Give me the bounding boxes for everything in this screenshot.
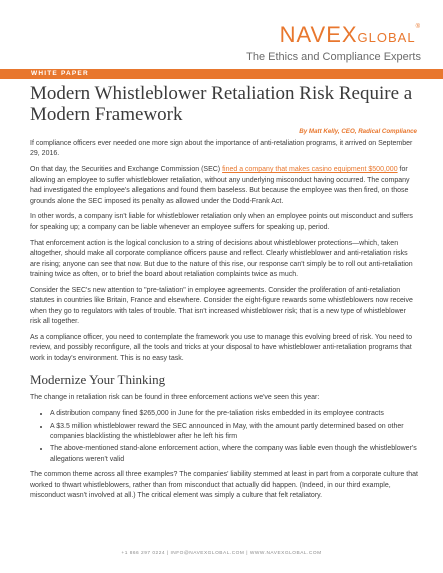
list-item: • The above-mentioned stand-alone enforcement action, where the company was liable even though the whistleblower's allegations weren't valid: [50, 444, 418, 465]
paragraph-intro: If compliance officers ever needed one more sign about the importance of anti-retaliation programs, it arrived on September 29, 2016.: [30, 140, 413, 158]
navex-global-logo: [246, 24, 421, 63]
white-paper-banner: [0, 69, 443, 79]
paragraph-sec-fine: [30, 165, 418, 207]
paragraph-text: for allowing an employee to suffer whistleblower retaliation, without any underlying misconduct having occurred. The company had investigated the employee's allegations and found them baseless. But because the employee was then fired, on those grounds alone the SEC imposed its penalty as allowed under the Dodd-Frank Act.: [30, 166, 410, 205]
section-intro: The change in retaliation risk can be found in three enforcement actions we've seen this year:: [30, 394, 320, 402]
contact-footer: +1 866 297 0224 | INFO@NAVEXGLOBAL.COM | WWW.NAVEXGLOBAL.COM: [121, 551, 322, 556]
logo-tagline: The Ethics and Compliance Experts: [246, 51, 421, 63]
logo-global-text: GLOBAL: [357, 30, 416, 45]
list-item: • A $3.5 million whistleblower reward the SEC announced in May, with the amount partly determined based on other companies blacklisting the whistleblower after he left his firm: [50, 422, 418, 443]
banner-label: WHITE PAPER: [31, 70, 89, 77]
paragraph-enforcement: That enforcement action is the logical conclusion to a string of decisions about whistleblower protections—which, taken altogether, should make all corporate compliance officers pause and reflect. Clearly whistleblower and anti-retaliation risks are rising; anyone can see that now. But due to the nature of this rise, our response can't simply be to roll out anti-retaliation training twice as often, or to brief the board about retaliation complaints twice as much.: [30, 239, 413, 278]
enforcement-list: [30, 409, 418, 465]
section-heading: Modernize Your Thinking: [30, 372, 166, 388]
list-item: • A distribution company fined $265,000 in June for the pre-taliation risks embedded in its employee contracts: [50, 409, 418, 419]
sec-fine-link[interactable]: fined a company that makes casino equipment $500,000: [222, 166, 398, 174]
page-title: Modern Whistleblower Retaliation Risk Require a Modern Framework: [30, 83, 413, 125]
author-byline: By Matt Kelly, CEO, Radical Compliance: [299, 128, 417, 135]
logo-navex-text: NAVEX: [279, 22, 358, 47]
paragraph-text: On that day, the Securities and Exchange Commission (SEC): [30, 166, 223, 174]
section-closing: The common theme across all three examples? The companies' liability stemmed at least in part from a corporate culture that worked to thwart whistleblowers, rather than from misconduct that actually did happen. (Indeed, in our third example, misconduct wasn't involved at all.) The critical element was simply a culture that felt retaliatory.: [30, 471, 418, 499]
paragraph-liability: In other words, a company isn't liable for whistleblower retaliation only when an employee points out misconduct and suffers for speaking up; a company can be liable whenever an employee suffers for speaking up, period.: [30, 213, 413, 231]
logo-registered-mark: ®: [415, 24, 421, 30]
article-body: [30, 139, 418, 507]
paragraph-pretaliation: Consider the SEC's new attention to "pre-taliation" in employee agreements. Consider the proliferation of anti-retaliation statutes in countries like Britain, France and elsewhere. Consider the eight-figure rewards some whistleblowers now receive when they go to regulators with tales of trouble. That isn't increased whistleblower risk; that is a new type of whistleblower risk all together.: [30, 286, 413, 326]
paragraph-framework: As a compliance officer, you need to contemplate the framework you use to manage this evolving breed of risk. You need to review, and possibly reconfigure, all the tools and tricks at your disposal to have whistleblower anti-retaliation programs that work in today's environment. This is no easy task.: [30, 334, 412, 362]
